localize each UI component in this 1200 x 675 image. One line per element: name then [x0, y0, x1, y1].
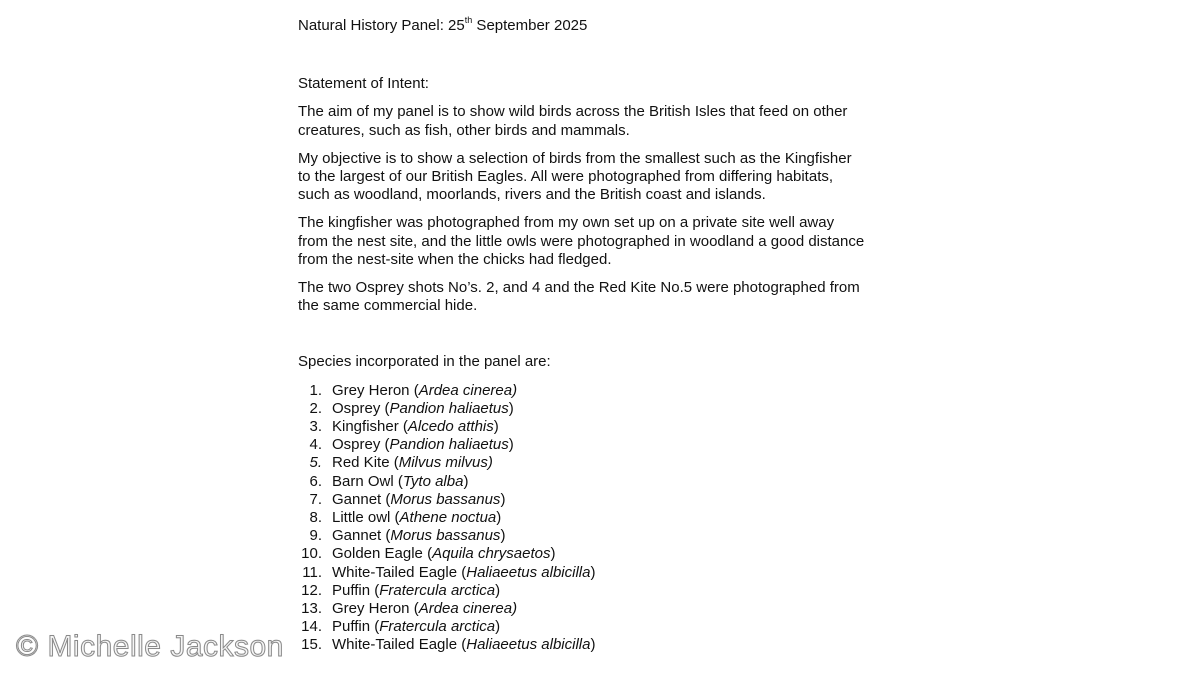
- species-list: [298, 382, 868, 655]
- title-suffix: September 2025: [472, 17, 588, 34]
- list-item-number: 11.: [302, 563, 322, 581]
- paragraph-objective: My objective is to show a selection of birds from the smallest such as the Kingfisher to the largest of our British Eagles. All were photographed from differing habitats, such as woodland, moorlands, rivers and the British coast and islands.: [298, 149, 852, 204]
- species-common-name: Puffin (: [332, 618, 380, 636]
- species-latin-name: Morus bassanus: [390, 490, 501, 508]
- list-item: [288, 491, 868, 509]
- document-title: [298, 17, 868, 35]
- species-close-paren: ): [500, 527, 506, 545]
- species-latin-name: Ardea cinerea): [418, 600, 518, 618]
- paragraph-kingfisher: The kingfisher was photographed from my own set up on a private site well away from the nest site, and the little owls were photographed in woodland a good distance from the nest-site when the chicks had fledged.: [298, 214, 865, 268]
- title-prefix: Natural History Panel: 25: [298, 17, 465, 34]
- list-item-number: 4.: [309, 436, 322, 454]
- list-item: [288, 600, 868, 618]
- species-common-name: White-Tailed Eagle (: [332, 563, 467, 581]
- list-item: [288, 454, 868, 472]
- list-item: [288, 564, 868, 582]
- species-entry: [332, 491, 505, 509]
- list-item: [288, 527, 868, 545]
- list-item-number: 2.: [309, 399, 322, 417]
- species-close-paren: ): [463, 472, 469, 490]
- species-close-paren: ): [495, 618, 501, 636]
- species-latin-name: Ardea cinerea): [418, 381, 518, 399]
- species-latin-name: Alcedo atthis: [407, 418, 494, 436]
- list-item-number: 12.: [301, 581, 322, 599]
- list-item-number: 8.: [309, 509, 322, 527]
- list-item: [288, 382, 868, 400]
- species-common-name: Gannet (: [332, 490, 391, 508]
- list-item: [288, 418, 868, 436]
- species-entry: [332, 527, 505, 545]
- species-close-paren: ): [508, 436, 514, 454]
- species-entry: [332, 618, 500, 636]
- species-latin-name: Tyto alba: [402, 472, 464, 490]
- species-latin-name: Milvus milvus): [398, 454, 493, 472]
- species-close-paren: ): [590, 563, 596, 581]
- list-item-number: 6.: [309, 472, 322, 490]
- species-close-paren: ): [496, 509, 502, 527]
- species-common-name: Kingfisher (: [332, 418, 408, 436]
- species-heading: Species incorporated in the panel are:: [298, 353, 551, 371]
- list-item: [288, 582, 868, 600]
- list-item-number: 7.: [309, 490, 322, 508]
- species-entry: [332, 509, 501, 527]
- species-common-name: Grey Heron (: [332, 600, 419, 618]
- species-entry: [332, 436, 514, 454]
- species-close-paren: ): [550, 545, 556, 563]
- list-item: [288, 618, 868, 636]
- species-latin-name: Pandion haliaetus: [389, 399, 509, 417]
- species-entry: [332, 454, 493, 472]
- title-superscript: th: [464, 15, 473, 25]
- species-latin-name: Haliaeetus albicilla: [466, 636, 591, 654]
- species-common-name: Puffin (: [332, 581, 380, 599]
- species-entry: [332, 418, 499, 436]
- species-entry: [332, 564, 595, 582]
- species-entry: [332, 400, 514, 418]
- species-close-paren: ): [495, 581, 501, 599]
- species-common-name: Osprey (: [332, 399, 390, 417]
- species-close-paren: ): [590, 636, 596, 654]
- species-common-name: Red Kite (: [332, 454, 399, 472]
- species-entry: [332, 636, 595, 654]
- list-item: [288, 400, 868, 418]
- list-item-number: 3.: [309, 418, 322, 436]
- list-item-number: 5.: [309, 454, 322, 472]
- species-common-name: Osprey (: [332, 436, 390, 454]
- list-item: [288, 509, 868, 527]
- list-item-number: 1.: [309, 381, 322, 399]
- species-close-paren: ): [500, 490, 506, 508]
- species-close-paren: ): [508, 399, 514, 417]
- list-item-number: 10.: [301, 545, 322, 563]
- species-latin-name: Pandion haliaetus: [389, 436, 509, 454]
- paragraph-osprey: The two Osprey shots No’s. 2, and 4 and the Red Kite No.5 were photographed from the same commercial hide.: [298, 279, 860, 315]
- species-common-name: White-Tailed Eagle (: [332, 636, 467, 654]
- species-common-name: Gannet (: [332, 527, 391, 545]
- statement-heading: Statement of Intent:: [298, 75, 429, 93]
- species-latin-name: Fratercula arctica: [379, 618, 496, 636]
- list-item-number: 14.: [301, 618, 322, 636]
- species-latin-name: Fratercula arctica: [379, 581, 496, 599]
- list-item: [288, 473, 868, 491]
- species-latin-name: Morus bassanus: [390, 527, 501, 545]
- species-entry: [332, 600, 517, 618]
- species-common-name: Golden Eagle (: [332, 545, 433, 563]
- species-entry: [332, 473, 468, 491]
- species-entry: [332, 382, 517, 400]
- species-latin-name: Haliaeetus albicilla: [466, 563, 591, 581]
- species-common-name: Barn Owl (: [332, 472, 403, 490]
- species-entry: [332, 582, 500, 600]
- document-page: [298, 17, 868, 655]
- list-item: [288, 545, 868, 563]
- list-item-number: 9.: [309, 527, 322, 545]
- species-common-name: Little owl (: [332, 509, 400, 527]
- list-item-number: 15.: [301, 636, 322, 654]
- list-item-number: 13.: [301, 600, 322, 618]
- paragraph-aim: The aim of my panel is to show wild birds across the British Isles that feed on other creatures, such as fish, other birds and mammals.: [298, 103, 848, 139]
- species-entry: [332, 545, 555, 563]
- species-common-name: Grey Heron (: [332, 381, 419, 399]
- list-item: [288, 636, 868, 654]
- species-latin-name: Athene noctua: [399, 509, 497, 527]
- copyright-watermark: © Michelle Jackson: [16, 630, 284, 663]
- species-close-paren: ): [493, 418, 499, 436]
- list-item: [288, 436, 868, 454]
- species-latin-name: Aquila chrysaetos: [432, 545, 551, 563]
